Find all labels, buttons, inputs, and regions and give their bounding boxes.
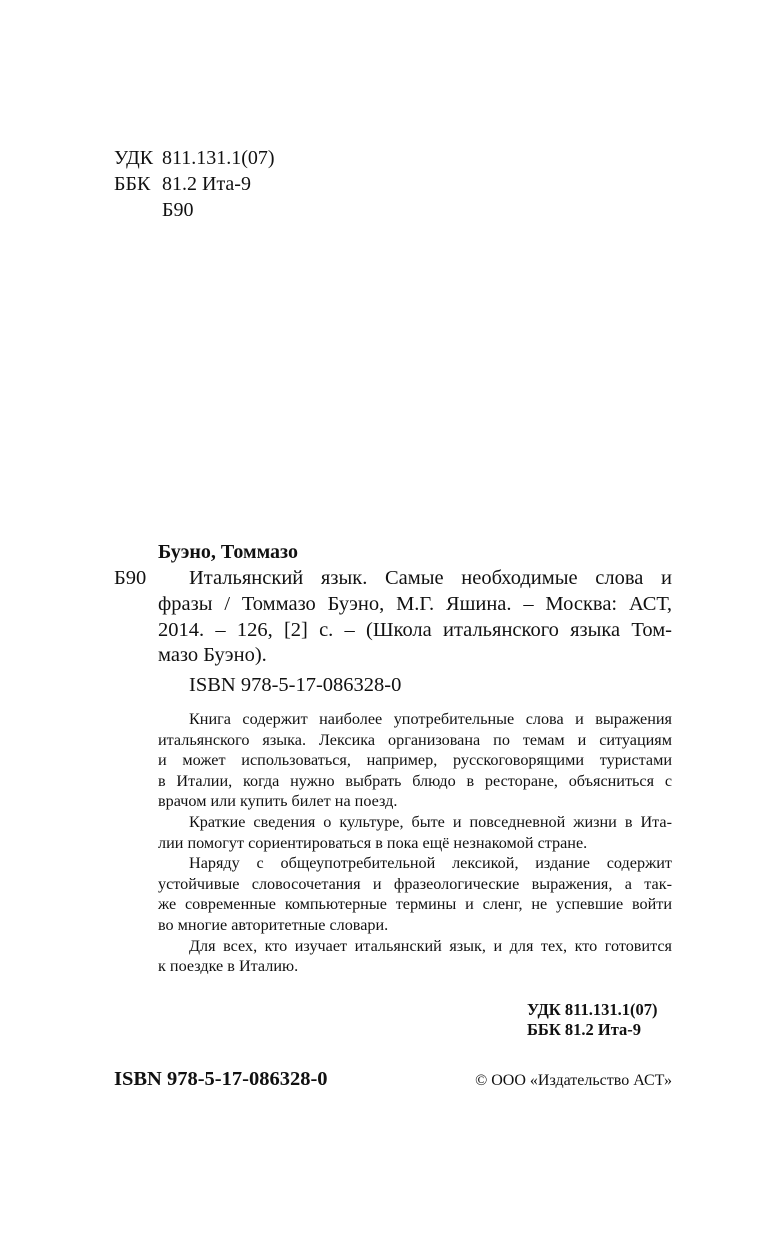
udk-line xyxy=(114,145,275,171)
bottom-bbk: ББК 81.2 Ита-9 xyxy=(527,1020,642,1039)
udk-value: 811.131.1(07) xyxy=(162,147,275,169)
annotation-line: к поездке в Италию. xyxy=(158,957,299,975)
annotation-line: Краткие сведения о культуре, быте и повседневной жизни в Ита- xyxy=(189,813,672,831)
bbk-label: ББК xyxy=(114,173,151,195)
annotation-line: Книга содержит наиболее употребительные слова и выражения xyxy=(189,710,672,728)
record-author-mark: Б90 xyxy=(114,567,147,589)
copyright-notice: © ООО «Издательство АСТ» xyxy=(475,1072,672,1089)
top-author-mark: Б90 xyxy=(162,199,194,221)
description-line: Итальянский язык. Самые необходимые слова и xyxy=(189,567,672,589)
annotation-line: же современные компьютерные термины и сленг, не успевшие войти xyxy=(158,895,672,913)
bbk-value: 81.2 Ита-9 xyxy=(162,173,251,195)
description-line: фразы / Томмазо Буэно, М.Г. Яшина. – Москва: АСТ, xyxy=(158,593,672,615)
annotation-line: в Италии, когда нужно выбрать блюдо в ресторане, объясниться с xyxy=(158,772,672,790)
annotation-line: во многие авторитетные словари. xyxy=(158,916,389,934)
annotation-line: врачом или купить билет на поезд. xyxy=(158,792,398,810)
annotation-line: итальянского языка. Лексика организована по темам и ситуациям xyxy=(158,731,672,749)
bbk-line xyxy=(114,171,251,197)
annotation-line: и может использоваться, например, русскоговорящими туристами xyxy=(158,751,672,769)
description-line: мазо Буэно). xyxy=(158,644,267,666)
bottom-udk: УДК 811.131.1(07) xyxy=(527,1000,658,1019)
record-isbn: ISBN 978-5-17-086328-0 xyxy=(189,674,402,696)
annotation-line: Для всех, кто изучает итальянский язык, и для тех, кто готовится xyxy=(189,937,672,955)
annotation-line: лии помогут сориентироваться в пока ещё незнакомой стране. xyxy=(158,834,588,852)
annotation-line: устойчивые словосочетания и фразеологические выражения, а так- xyxy=(158,875,672,893)
description-line: 2014. – 126, [2] с. – (Школа итальянского языка Том- xyxy=(158,619,672,641)
footer-isbn: ISBN 978-5-17-086328-0 xyxy=(114,1068,328,1090)
annotation-line: Наряду с общеупотребительной лексикой, издание содержит xyxy=(189,854,672,872)
author-heading: Буэно, Томмазо xyxy=(158,541,298,563)
udk-label: УДК xyxy=(114,147,154,169)
